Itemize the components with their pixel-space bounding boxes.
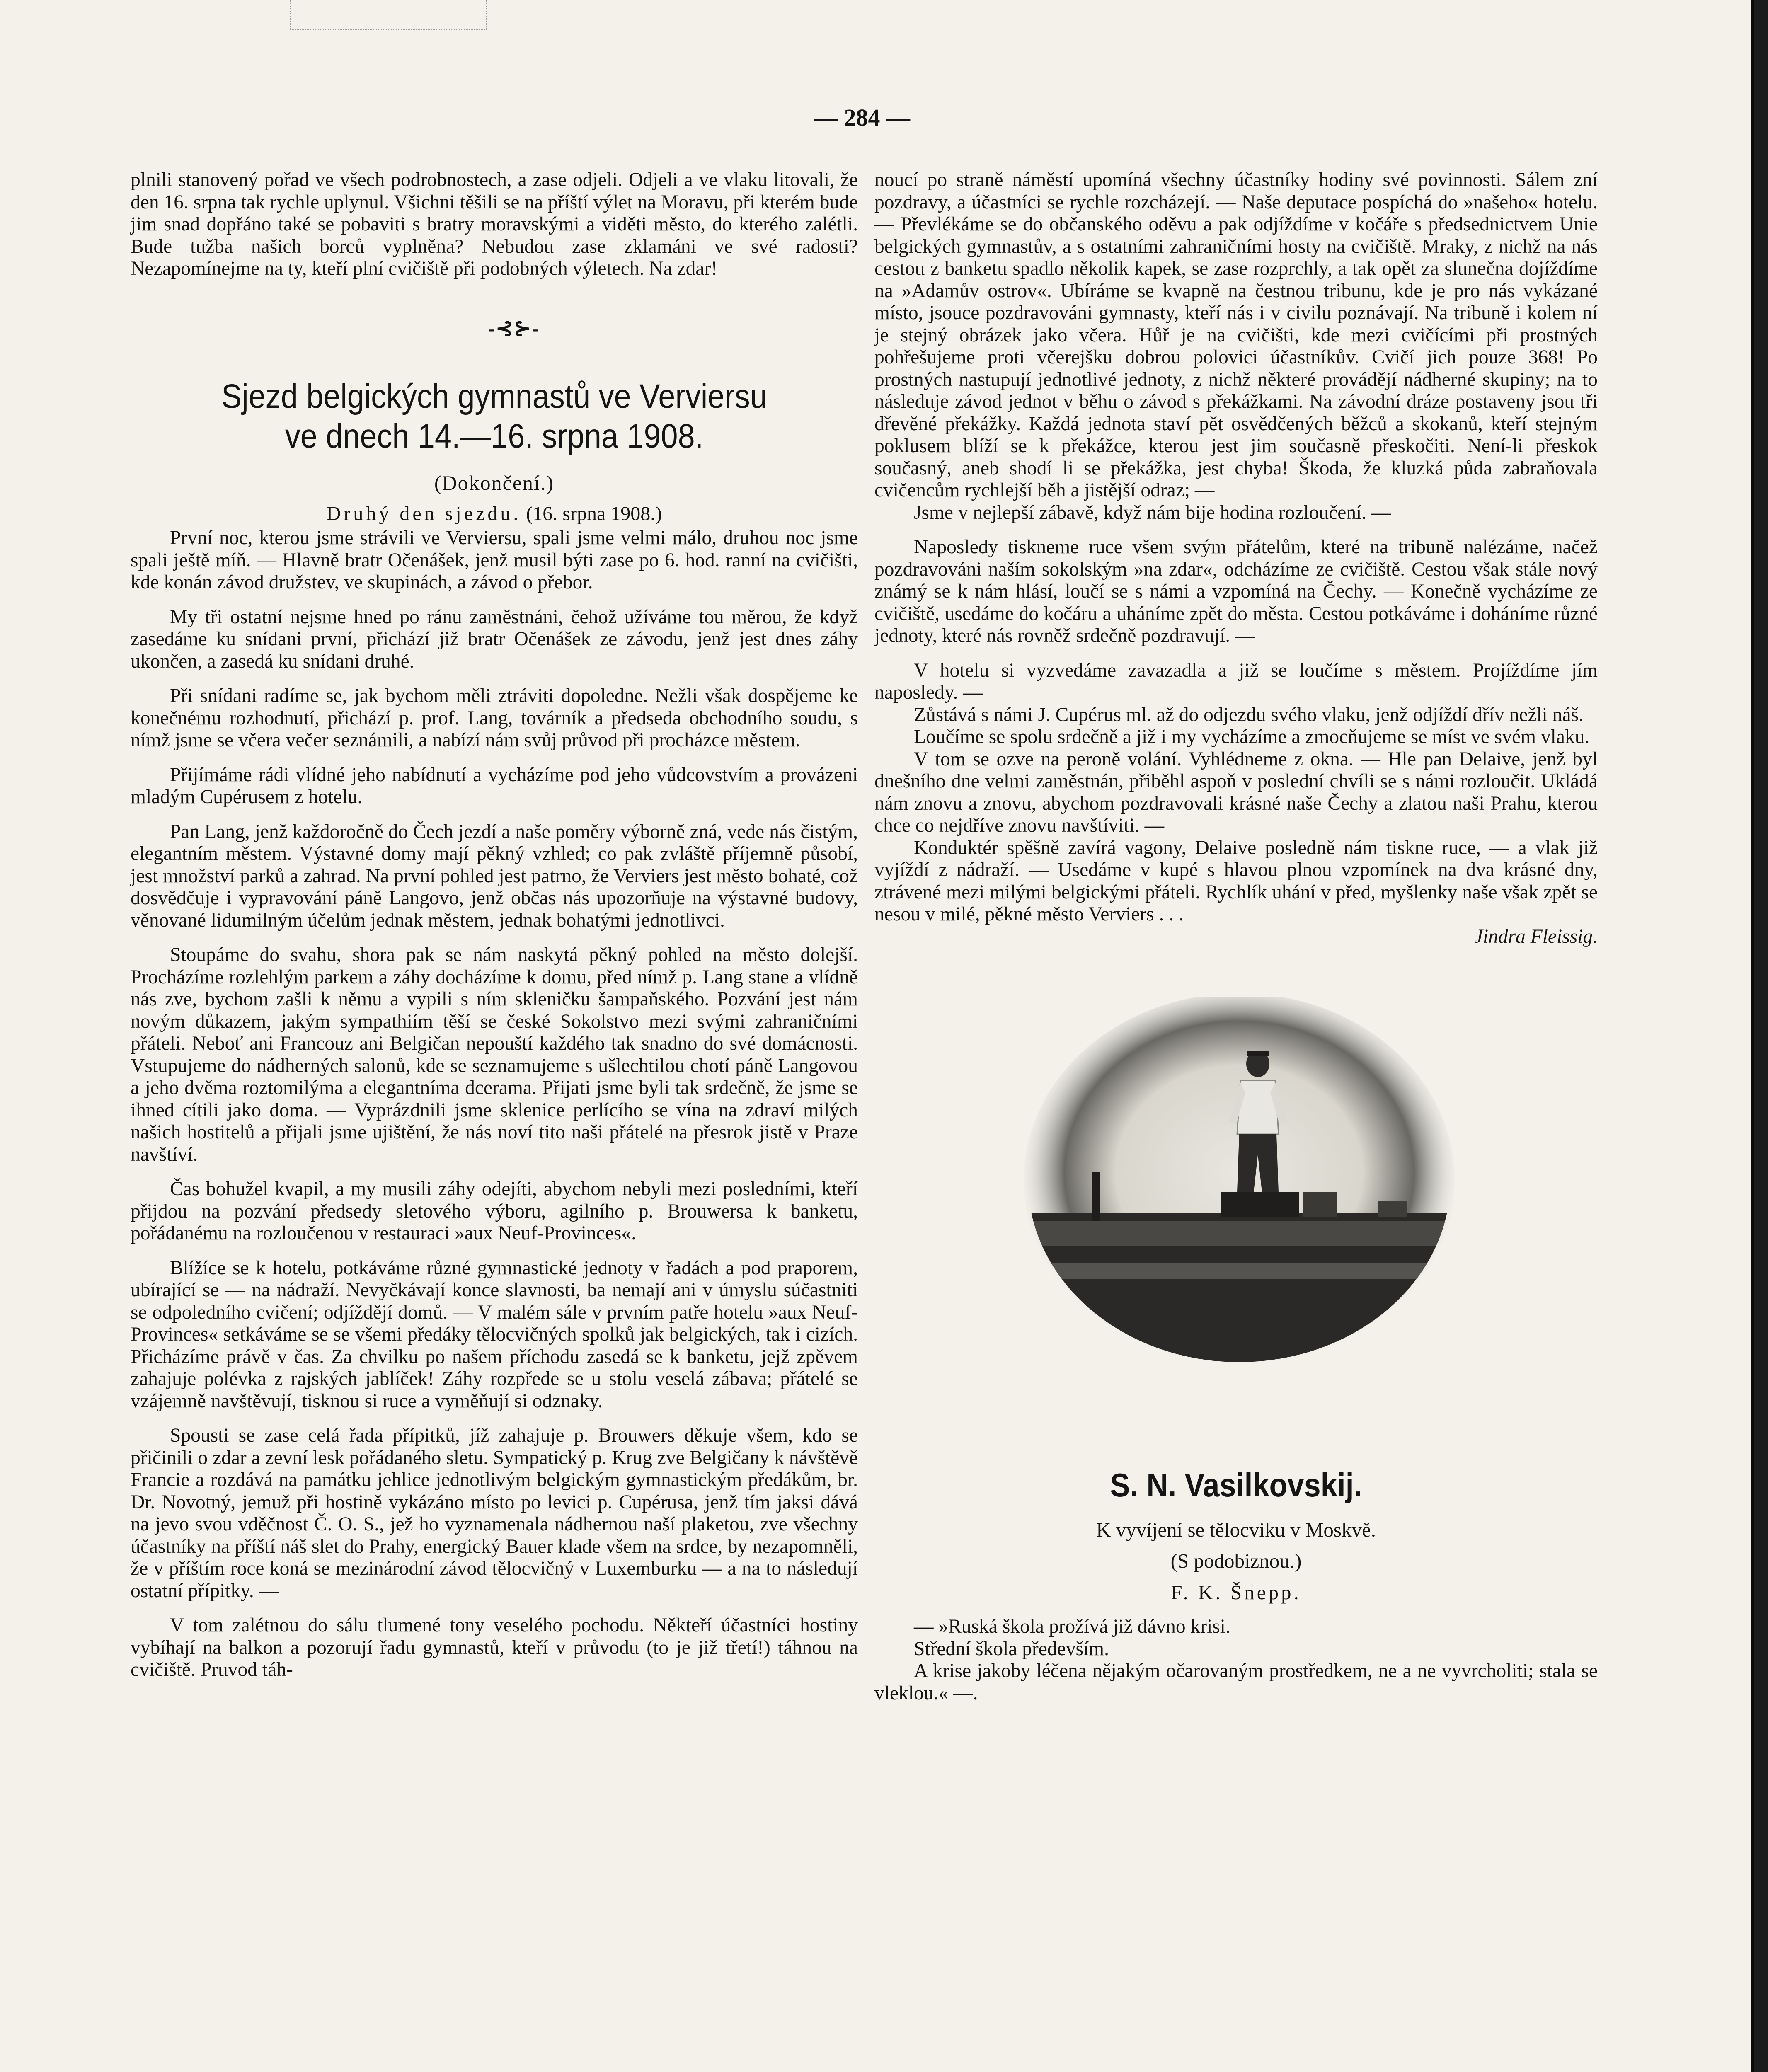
article-paragraph: První noc, kterou jsme strávili ve Verviersu, spali jsme velmi málo, druhou noc jsme spali ještě míň. — Hlavně bratr Očenášek, jenž musil býti zase po 6. hod. ranní na cvičišti, kde konán závod družstev, ve skupinách, a závod o přebor. bbox=[131, 527, 858, 593]
second-article-note: (S podobiznou.) bbox=[1170, 1549, 1302, 1572]
second-article-title: S. N. Vasilkovskij. bbox=[1110, 1467, 1362, 1503]
article-paragraph: Zůstává s námi J. Cupérus ml. až do odjezdu svého vlaku, jenž odjíždí dřív nežli náš. bbox=[914, 704, 1584, 726]
author-signature: Jindra Fleissig. bbox=[1474, 925, 1598, 947]
day-heading bbox=[131, 503, 858, 525]
article-paragraph: Naposledy tiskneme ruce všem svým přátelům, které na tribuně nalézáme, načež pozdravováni naším sokolským »na zdar«, odcházíme ze cvičiště. Cestou však stále nový známý se k nám hlásí, loučí se s námi a vzpomíná na Čechy. — Konečně vycházíme ze cvičiště, usedáme do kočáru a uháníme zpět do města. Cestou potkáváme i doháníme různé jednoty, které nás rovněž srdečně pozdravují. — bbox=[874, 536, 1598, 646]
article-paragraph: Spousti se zase celá řada přípitků, jíž zahajuje p. Brouwers děkuje všem, kdo se přičinili o zdar a zevní lesk pořádaného sletu. Sympatický p. Krug zve Belgičany k návštěvě Francie a rozdává na památku jehlice jednotlivým belgickým gymnastickým předákům, br. Dr. Novotný, jemuž při hostině vykázáno místo po levici p. Cupérusa, jenž tím jaksi dává na jevo svou vděčnost Č. O. S., jež ho vyznamenala nádhernou naší plaketou, zve všechny účastníky na příští náš slet do Prahy, energický Bauer klade všem na srdce, by nezapomněli, že v příštím roce koná se mezinárodní závod tělocvičný v Luxemburku — a na to následují ostatní přípitky. — bbox=[131, 1425, 858, 1602]
article-paragraph: Přijímáme rádi vlídné jeho nabídnutí a vycházíme pod jeho vůdcovstvím a provázeni mladým Cupérusem z hotelu. bbox=[131, 764, 858, 808]
article-title bbox=[167, 377, 822, 456]
intro-paragraph: plnili stanovený pořad ve všech podrobnostech, a zase odjeli. Odjeli a ve vlaku litovali, že den 16. srpna tak rychle uplynul. Všichni těšili se na příští výlet na Moravu, při kterém bude jim snad dopřáno také se pobaviti s bratry moravskými a viděti město, do kterého zalétli. Bude tužba našich borců vyplněna? Nebudou zase zklamáni ve své radosti? Nezapomínejme na ty, kteří plní cvičiště při podobných výletech. Na zdar! bbox=[131, 169, 858, 279]
second-article-author-name: F. K. Šnepp. bbox=[1171, 1581, 1301, 1604]
scan-artifact bbox=[290, 0, 487, 30]
article-paragraph: Čas bohužel kvapil, a my musili záhy odejíti, abychom nebyli mezi posledními, kteří přijdou na pozvání předsedy sletového výboru, agilního p. Brouwersa k banketu, pořádanému na rozloučenou v restauraci »aux Neuf-Provinces«. bbox=[131, 1178, 858, 1244]
article-paragraph: Blížíce se k hotelu, potkáváme různé gymnastické jednoty v řadách a pod praporem, ubírající se — na nádraží. Nevyčkávají konce slavnosti, ba nemají ani v úmyslu súčastniti se odpoledního cvičení; odjíždějí domů. — V malém sále v prvním patře hotelu »aux Neuf-Provinces« setkáváme se se všemi předáky tělocvičných spolků jak belgických, tak i cizích. Přicházíme právě v čas. Za chvilku po našem příchodu zasedá se k banketu, jejž zpěvem zahajuje polévka z rajských jablíček! Záhy rozpřede se u stolu veselá zábava; přátelé se vzájemně navštěvují, tisknou si ruce a vyměňují si odznaky. bbox=[131, 1257, 858, 1412]
day-date: (16. srpna 1908.) bbox=[526, 502, 662, 525]
ornament-divider: -⊰⊱- bbox=[488, 316, 540, 340]
article-title-line1: Sjezd belgických gymnastů ve Verviersu bbox=[221, 378, 767, 415]
article-paragraph: Jsme v nejlepší zábavě, když nám bije hodina rozloučení. — bbox=[914, 501, 1391, 523]
portrait-photo-container bbox=[874, 997, 1598, 1370]
second-article-author bbox=[874, 1581, 1598, 1604]
article-paragraph: Střední škola především. bbox=[914, 1638, 1109, 1660]
day-label: Druhý den sjezdu. bbox=[326, 502, 521, 525]
article-paragraph: — »Ruská škola prožívá již dávno krisi. bbox=[914, 1616, 1230, 1637]
right-column bbox=[874, 169, 1598, 1704]
second-article-subtitle: K vyvíjení se tělocviku v Moskvě. bbox=[1096, 1518, 1376, 1541]
article-title-line2: ve dnech 14.—16. srpna 1908. bbox=[285, 417, 704, 455]
article-paragraph: Při snídani radíme se, jak bychom měli ztráviti dopoledne. Nežli však dospějeme ke konečnému rozhodnutí, přichází p. prof. Lang, továrník a předseda obchodního soudu, s nímž jsme se včera večer seznámili, a nabízí nám svůj průvod při procházce městem. bbox=[131, 685, 858, 751]
article-paragraph: Loučíme se spolu srdečně a již i my vycházíme a zmocňujeme se míst ve svém vlaku. bbox=[914, 726, 1590, 748]
article-paragraph: A krise jakoby léčena nějakým očarovaným prostředkem, ne a ne vyvrcholiti; stala se vleklou.« —. bbox=[874, 1660, 1598, 1704]
portrait-photo bbox=[1013, 997, 1465, 1370]
article-paragraph: V hotelu si vyzvedáme zavazadla a již se loučíme s městem. Projíždíme jím naposledy. — bbox=[874, 659, 1598, 703]
article-paragraph: Pan Lang, jenž každoročně do Čech jezdí a naše poměry výborně zná, vede nás čistým, elegantním městem. Výstavné domy mají pěkný vzhled; co pak zvláště příjemně působí, jest množství parků a zahrad. Na první pohled jest patrno, že Verviers jest město bohaté, což dosvědčuje i vypravování páně Langovo, jenž občas nás upozorňuje na výstavné budovy, věnované lidumilným účelům jednak městem, jednak bohatými jednotlivci. bbox=[131, 821, 858, 931]
article-paragraph: Stoupáme do svahu, shora pak se nám naskytá pěkný pohled na město dolejší. Procházíme rozlehlým parkem a záhy docházíme k domu, před nímž p. Lang stane a vlídně nás zve, bychom zašli k němu a vypili s ním skleničku šampaňského. Pozvání jest nám novým důkazem, jakým sympathiím těší se české Sokolstvo mezi svými zahraničními přáteli. Neboť ani Francouz ani Belgičan nepouští každého tak snadno do své domácnosti. Vstupujeme do nádherných salonů, kde se seznamujeme s ušlechtilou chotí páně Langovou a jeho dvěma roztomilýma a elegantníma dcerama. Přijati jsme byli tak srdečně, že jsme se ihned cítili jako doma. — Vyprázdnili jsme sklenice perlícího se vína na zdraví milých našich hostitelů a přijali jsme ujištění, že nás noví tito naši přátelé na přesrok jistě v Praze navštíví. bbox=[131, 944, 858, 1165]
article-paragraph: My tři ostatní nejsme hned po ránu zaměstnáni, čehož užíváme tou měrou, že když zasedáme ku snídani první, přichází již bratr Očenášek ze závodu, jenž jest dnes záhy ukončen, a zasedá ku snídani druhé. bbox=[131, 606, 858, 672]
article-paragraph: noucí po straně náměstí upomíná všechny účastníky hodiny své povinnosti. Sálem zní pozdravy, a účastníci se rychle rozcházejí. — Naše deputace pospíchá do »našeho« hotelu. — Převlékáme se do občanského oděvu a pak odjíždíme v kočáře s předsednictvem Unie belgických gymnastův, a s ostatními zahraničními hosty na cvičiště. Mraky, z nichž na nás cestou z banketu spadlo několik kapek, se zase rozprchly, a tak opět za slunečna dojíždíme na »Adamův ostrov«. Ubíráme se kvapně na čestnou tribunu, kde je pro nás vykázané místo, jsouce pozdravováni gymnasty, kteří nás i v civilu poznávají. Na tribuně i kolem ní je stejný obrázek jako včera. Hůř je na cvičišti, kde mezi cvičícími při prostných pohřešujeme proti včerejšku dobrou polovici účastníkův. Cvičí jich pouze 368! Po prostných nastupují jednotlivé jednoty, z nichž některé provádějí nádherné skupiny; na to následuje závod jednot v běhu o závod s překážkami. Na závodní dráze postaveny jsou tři dřevěné překážky. Každá jednota staví pět osvědčených běžců a skokanů, kteří stejným poklusem blíží se k překážce, kterou jest jim současně přeskočiti. Není-li přeskok současný, aneb shodí li se překážka, jest chyba! Škoda, že kluzká půda zabraňovala cvičencům rychlejší běh a jistější odraz; — bbox=[874, 169, 1598, 501]
left-column bbox=[131, 169, 858, 1681]
article-subtitle: (Dokončení.) bbox=[434, 471, 555, 494]
article-paragraph: Konduktér spěšně zavírá vagony, Delaive posledně nám tiskne ruce, — a vlak již vyjíždí z nádraží. — Usedáme v kupé s hlavou plnou vzpomínek na dva krásné dny, ztrávené mezi milými belgickými přáteli. Rychlík uhání v před, myšlenky naše však zpět se nesou v milé, pěkné město Verviers . . . bbox=[874, 837, 1598, 925]
article-paragraph: V tom zalétnou do sálu tlumené tony veselého pochodu. Někteří účastníci hostiny vybíhají na balkon a pozorují řadu gymnastů, kteří v průvodu (to je již třetí!) táhnou na cvičiště. Pruvod táh- bbox=[131, 1615, 858, 1680]
article-paragraph: V tom se ozve na peroně volání. Vyhlédneme z okna. — Hle pan Delaive, jenž byl dnešního dne velmi zaměstnán, přiběhl aspoň v poslední chvíli se s námi rozloučit. Ukládá nám znovu a znovu, abychom pozdravovali krásné naše Čechy a zlatou naši Prahu, kterou chce co nejdříve znovu navštíviti. — bbox=[874, 748, 1598, 836]
page-number: — 284 — bbox=[814, 104, 910, 131]
